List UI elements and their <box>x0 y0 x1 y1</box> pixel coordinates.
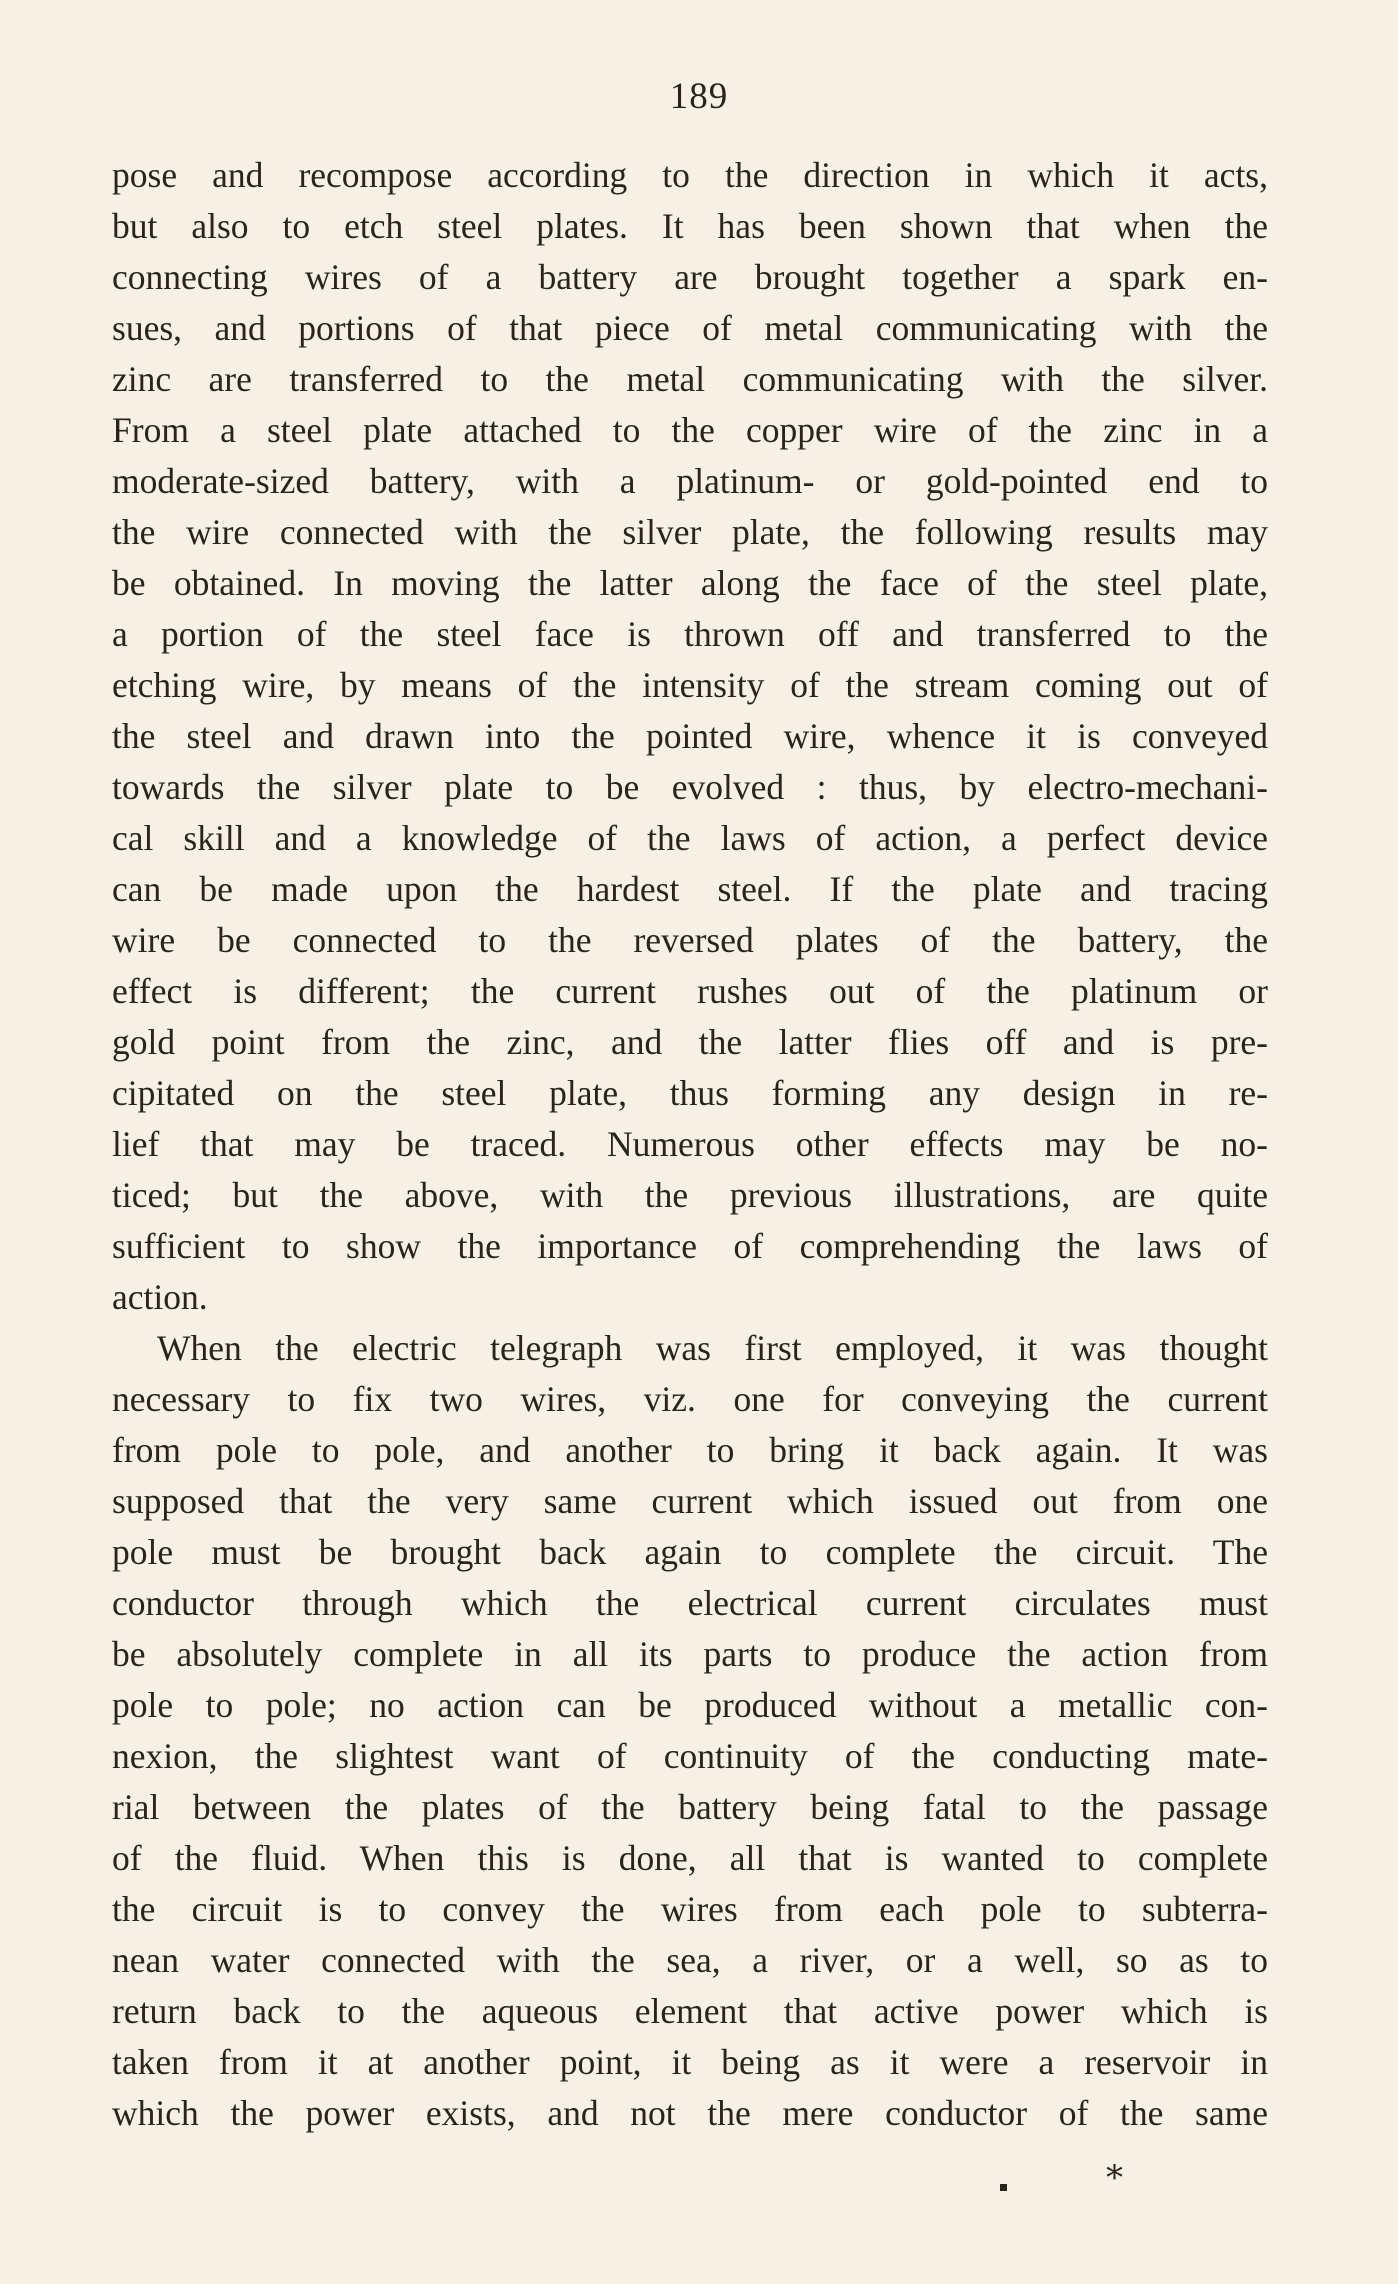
text-line: towards the silver plate to be evolved : thus, by electro-mechani- <box>112 767 1268 807</box>
page-number: 189 <box>669 76 729 117</box>
text-line: rial between the plates of the battery being fatal to the passage <box>112 1787 1268 1827</box>
text-line: pole must be brought back again to complete the circuit. The <box>112 1532 1268 1572</box>
text-line: from pole to pole, and another to bring it back again. It was <box>112 1430 1268 1470</box>
text-line: cal skill and a knowledge of the laws of action, a perfect device <box>112 818 1268 858</box>
text-line: etching wire, by means of the intensity of the stream coming out of <box>112 665 1268 705</box>
text-line: effect is different; the current rushes out of the platinum or <box>112 971 1268 1011</box>
text-line: a portion of the steel face is thrown off and transferred to the <box>112 614 1268 654</box>
text-line: gold point from the zinc, and the latter flies off and is pre- <box>112 1022 1268 1062</box>
text-line: return back to the aqueous element that active power which is <box>112 1991 1268 2031</box>
paragraph-start-line: When the electric telegraph was first employed, it was thought <box>157 1328 1268 1368</box>
text-line: which the power exists, and not the mere conductor of the same <box>112 2093 1268 2133</box>
text-line: supposed that the very same current which issued out from one <box>112 1481 1268 1521</box>
text-line: the steel and drawn into the pointed wire, whence it is conveyed <box>112 716 1268 756</box>
text-line: From a steel plate attached to the copper wire of the zinc in a <box>112 410 1268 450</box>
text-line: taken from it at another point, it being as it were a reservoir in <box>112 2042 1268 2082</box>
text-line: the wire connected with the silver plate, the following results may <box>112 512 1268 552</box>
text-line: sufficient to show the importance of comprehending the laws of <box>112 1226 1268 1266</box>
text-line: nean water connected with the sea, a river, or a well, so as to <box>112 1940 1268 1980</box>
asterisk-mark: * <box>1106 2158 1123 2198</box>
text-line: connecting wires of a battery are brought together a spark en- <box>112 257 1268 297</box>
text-line: sues, and portions of that piece of metal communicating with the <box>112 308 1268 348</box>
text-line: nexion, the slightest want of continuity of the conducting mate- <box>112 1736 1268 1776</box>
text-line: necessary to fix two wires, viz. one for conveying the current <box>112 1379 1268 1419</box>
text-line: moderate-sized battery, with a platinum- or gold-pointed end to <box>112 461 1268 501</box>
text-line: conductor through which the electrical current circulates must <box>112 1583 1268 1623</box>
text-line: can be made upon the hardest steel. If the plate and tracing <box>112 869 1268 909</box>
body-text <box>112 150 1268 2139</box>
text-line: the circuit is to convey the wires from each pole to subterra- <box>112 1889 1268 1929</box>
text-line: pose and recompose according to the direction in which it acts, <box>112 155 1268 195</box>
text-line: lief that may be traced. Numerous other effects may be no- <box>112 1124 1268 1164</box>
text-line: zinc are transferred to the metal communicating with the silver. <box>112 359 1268 399</box>
text-line: pole to pole; no action can be produced without a metallic con- <box>112 1685 1268 1725</box>
dot-mark <box>1000 2184 1007 2191</box>
text-line: ticed; but the above, with the previous illustrations, are quite <box>112 1175 1268 1215</box>
signature-mark <box>0 2158 1398 2198</box>
text-line: but also to etch steel plates. It has been shown that when the <box>112 206 1268 246</box>
text-line: of the fluid. When this is done, all that is wanted to complete <box>112 1838 1268 1878</box>
text-line: cipitated on the steel plate, thus forming any design in re- <box>112 1073 1268 1113</box>
text-line: be absolutely complete in all its parts to produce the action from <box>112 1634 1268 1674</box>
paragraph-end-line: action. <box>112 1277 208 1317</box>
text-line: be obtained. In moving the latter along the face of the steel plate, <box>112 563 1268 603</box>
text-line: wire be connected to the reversed plates of the battery, the <box>112 920 1268 960</box>
